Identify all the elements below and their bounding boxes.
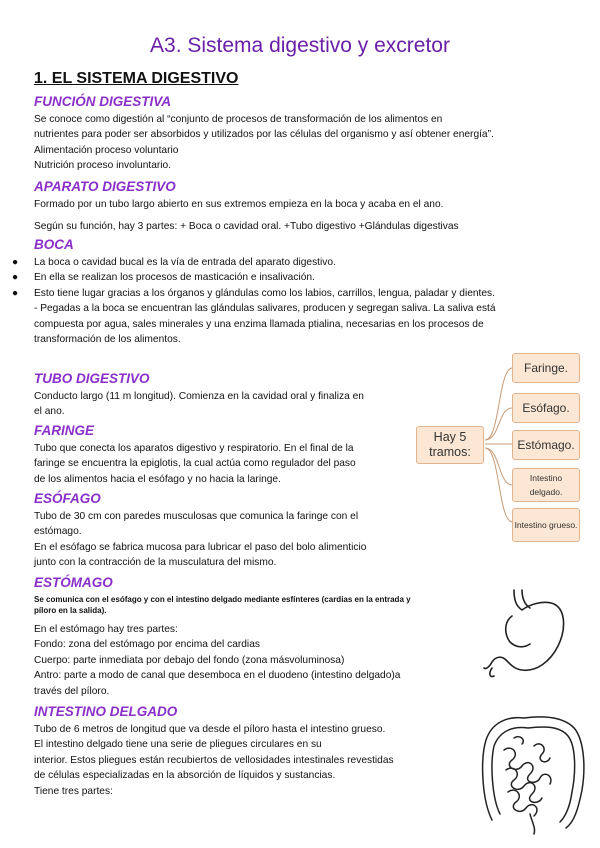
text-line: Se comunica con el esófago y con el intestino delgado mediante esfínteres (cardias en la entrada y (34, 595, 411, 604)
boca-text (6, 255, 496, 347)
funcion-heading: FUNCIÓN DIGESTIVA (34, 94, 172, 109)
text-line: de células especializadas en la absorción de líquidos y sustancias. (34, 770, 336, 782)
text-line: píloro en la salida). (34, 606, 107, 615)
text-line: transformación de los alimentos. (34, 334, 181, 346)
list-item: ● Esto tiene lugar gracias a los órganos y glándulas como los labios, carrillos, lengua, paladar y dientes. (6, 286, 496, 301)
text-line: el ano. (34, 406, 65, 418)
text-line: En el estómago hay tres partes: (34, 624, 178, 635)
text-line: Antro: parte a modo de canal que desemboca en el duodeno (intestino delgado)a (34, 670, 401, 682)
intestino-heading: INTESTINO DELGADO (34, 704, 178, 719)
text-line: nutrientes para poder ser absorbidos y utilizados por las células del organismo y así obtener energía”. (34, 129, 494, 141)
boca-heading: BOCA (34, 237, 74, 252)
connector-line (485, 368, 512, 440)
aparato-heading: APARATO DIGESTIVO (34, 179, 176, 194)
bullet-icon: ● (12, 287, 19, 299)
intestino-text (34, 722, 394, 799)
tubo-text (34, 389, 364, 420)
text-line: Fondo: zona del estómago por encima del cardias (34, 639, 260, 651)
diagram-root-box: Hay 5 tramos: (416, 426, 484, 464)
text-line: Tubo que conecta los aparatos digestivo y respiratorio. En el final de la (34, 443, 354, 454)
text-line: Nutrición proceso involuntario. (34, 160, 172, 172)
list-item: ● En ella se realizan los procesos de masticación e insalivación. (6, 270, 496, 285)
text-line: compuesta por agua, sales minerales y una enzima llamada ptialina, necesarias en los procesos de (34, 318, 484, 330)
estomago-heading: ESTÓMAGO (34, 575, 113, 590)
tubo-heading: TUBO DIGESTIVO (34, 371, 150, 386)
text-line: Se conoce como digestión al “conjunto de procesos de transformación de los alimentos en (34, 114, 443, 125)
aparato-line-2: Según su función, hay 3 partes: + Boca o cavidad oral. +Tubo digestivo +Glándulas digestivas (34, 221, 459, 232)
diagram-item-faringe: Faringe. (512, 353, 580, 383)
esofago-heading: ESÓFAGO (34, 491, 101, 506)
funcion-text (34, 112, 494, 174)
text-line: Tiene tres partes: (34, 785, 113, 797)
text-line: faringe se encuentra la epiglotis, la cual actúa como regulador del paso (34, 458, 356, 470)
text-line: junto con la contracción de la musculatura del mismo. (34, 557, 277, 569)
text-line: Cuerpo: parte inmediata por debajo del fondo (zona másvoluminosa) (34, 654, 345, 666)
estomago-small-text (34, 594, 411, 616)
text-line: En el esófago se fabrica mucosa para lubricar el paso del bolo alimenticio (34, 541, 367, 553)
list-item: ● La boca o cavidad bucal es la vía de entrada del aparato digestivo. (6, 255, 496, 270)
faringe-text (34, 441, 356, 487)
text-line: estómago. (34, 526, 82, 538)
text-line: El intestino delgado tiene una serie de pliegues circulares en su (34, 739, 322, 751)
faringe-heading: FARINGE (34, 423, 95, 438)
diagram-item-esofago: Esófago. (512, 393, 580, 423)
connector-line (485, 448, 512, 522)
diagram-item-estomago: Estómago. (512, 430, 580, 460)
estomago-text (34, 622, 400, 699)
bullet-icon: ● (12, 272, 19, 284)
text-line: interior. Estos pliegues están recubiertos de vellosidades intestinales revestidas (34, 754, 394, 766)
text-line: Conducto largo (11 m longitud). Comienza en la cavidad oral y finaliza en (34, 391, 364, 402)
section-heading: 1. EL SISTEMA DIGESTIVO (34, 70, 239, 87)
diagram-item-intestino-delgado: Intestino delgado. (512, 468, 580, 502)
diagram-item-intestino-grueso: Intestino grueso. (512, 508, 580, 542)
intestine-icon (474, 710, 594, 840)
text-line: través del píloro. (34, 685, 110, 697)
connector-line (485, 408, 512, 440)
text-line: Tubo de 30 cm con paredes musculosas que comunica la faringe con el (34, 511, 359, 522)
bullet-icon: ● (12, 257, 19, 268)
text-line: de los alimentos hacia el esófago y no hacia la laringe. (34, 473, 281, 485)
stomach-icon (478, 586, 570, 686)
esofago-text (34, 509, 366, 571)
text-line: Alimentación proceso voluntario (34, 144, 179, 156)
aparato-line-1: Formado por un tubo largo abierto en sus extremos empieza en la boca y acaba en el ano. (34, 199, 444, 210)
page-title: A3. Sistema digestivo y excretor (150, 34, 450, 57)
text-line: Tubo de 6 metros de longitud que va desde el píloro hasta el intestino grueso. (34, 724, 386, 735)
text-line: - Pegadas a la boca se encuentran las glándulas salivares, producen y segregan saliva. La saliva está (34, 303, 496, 315)
